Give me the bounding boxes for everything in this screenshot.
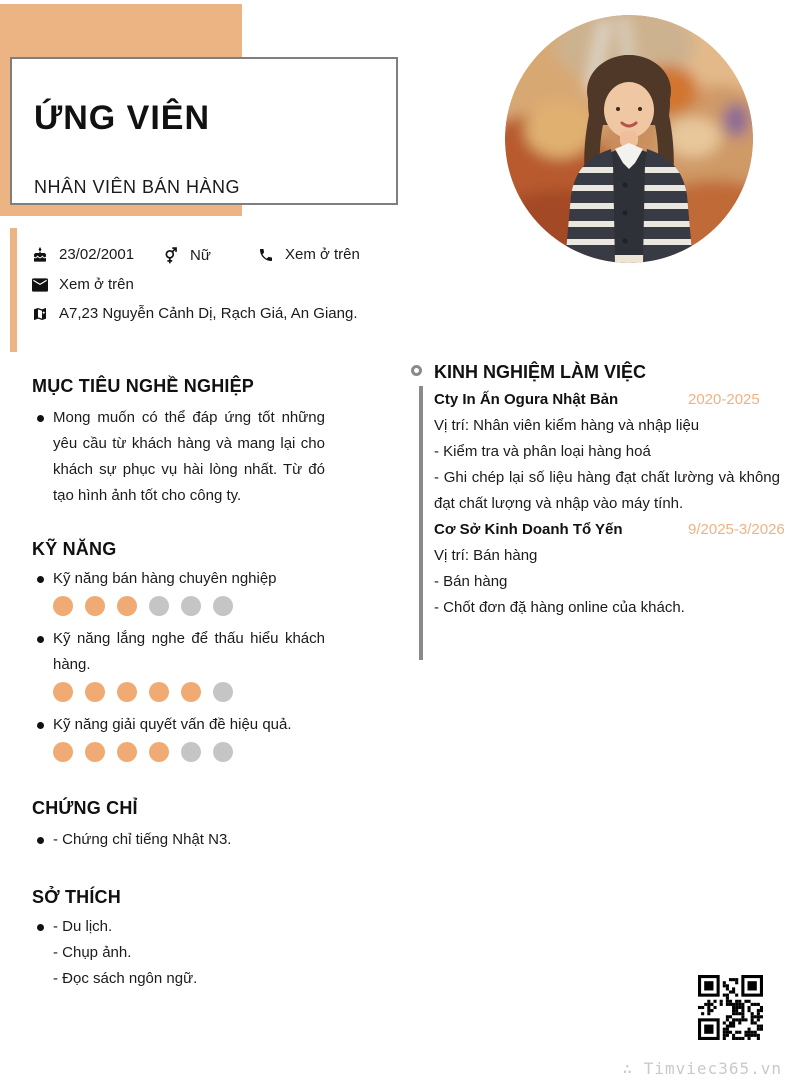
timeline-vertical-line bbox=[419, 386, 423, 660]
experience-detail-line: - Kiểm tra và phân loại hàng hoá bbox=[434, 443, 651, 460]
contact-accent-bar bbox=[10, 228, 17, 352]
timeline-circle-marker bbox=[411, 365, 422, 376]
left-column bbox=[32, 376, 325, 992]
profile-photo bbox=[505, 15, 753, 263]
hobby-item: - Đọc sách ngôn ngữ. bbox=[53, 970, 198, 987]
hobbies-heading: SỞ THÍCH bbox=[32, 887, 121, 907]
skill-level-dots bbox=[53, 596, 325, 616]
certificates-heading: CHỨNG CHỈ bbox=[32, 798, 138, 818]
gender-icon bbox=[162, 246, 179, 264]
certificate-item: - Chứng chỉ tiếng Nhật N3. bbox=[32, 827, 325, 853]
birthday-cake-icon bbox=[32, 247, 48, 263]
qr-code bbox=[698, 975, 763, 1040]
company-name: Cơ Sở Kinh Doanh Tổ Yến bbox=[434, 521, 623, 538]
skill-dot-filled bbox=[117, 682, 137, 702]
skill-dot-empty bbox=[181, 742, 201, 762]
contact-address bbox=[32, 305, 358, 322]
employment-period: 9/2025-3/2026 bbox=[688, 521, 785, 538]
skill-dot-filled bbox=[181, 682, 201, 702]
hobbies-section bbox=[32, 887, 325, 992]
contact-birthday bbox=[32, 246, 134, 263]
skill-dot-empty bbox=[213, 682, 233, 702]
candidate-job-title: NHÂN VIÊN BÁN HÀNG bbox=[34, 177, 241, 197]
experience-heading: KINH NGHIỆM LÀM VIỆC bbox=[434, 362, 647, 382]
hobby-item: - Du lịch. bbox=[53, 918, 113, 935]
experience-entry bbox=[434, 387, 780, 517]
experience-detail-line: Vị trí: Bán hàng bbox=[434, 547, 538, 564]
contact-birthday-value: 23/02/2001 bbox=[59, 246, 135, 263]
experience-detail-line: - Ghi chép lại số liệu hàng đạt chất lường và không đạt chất lượng và nhập vào máy tính. bbox=[434, 469, 780, 512]
objective-text: Mong muốn có thể đáp ứng tốt những yêu cầu từ khách hàng và mang lại cho khách sự phục vụ hài lòng nhất. Từ đó tạo hình ảnh tốt cho công ty. bbox=[32, 405, 325, 509]
experience-entry-header bbox=[434, 517, 785, 543]
skill-dot-empty bbox=[213, 596, 233, 616]
experience-entries bbox=[434, 387, 785, 621]
experience-section bbox=[408, 362, 785, 621]
skill-dot-filled bbox=[85, 596, 105, 616]
watermark-text: ∴ Timviec365.vn bbox=[622, 1059, 782, 1078]
experience-entry bbox=[434, 517, 785, 621]
skill-dot-filled bbox=[85, 682, 105, 702]
experience-entry-header bbox=[434, 387, 780, 413]
contact-phone-value: Xem ở trên bbox=[285, 246, 360, 263]
skill-level-dots bbox=[53, 742, 325, 762]
contact-email-value: Xem ở trên bbox=[59, 276, 134, 293]
skill-dot-filled bbox=[53, 682, 73, 702]
skill-dot-empty bbox=[149, 596, 169, 616]
contact-gender-value: Nữ bbox=[190, 246, 211, 264]
skills-section bbox=[32, 539, 325, 762]
skill-dot-empty bbox=[213, 742, 233, 762]
hobby-item: - Chụp ảnh. bbox=[53, 944, 132, 961]
skill-dot-filled bbox=[53, 596, 73, 616]
experience-detail-line: - Chốt đơn đặ hàng online của khách. bbox=[434, 599, 685, 616]
skill-dot-filled bbox=[149, 742, 169, 762]
skill-item bbox=[32, 712, 325, 762]
map-location-icon bbox=[32, 306, 48, 322]
contact-phone bbox=[258, 246, 360, 263]
skill-item bbox=[32, 566, 325, 616]
header-title-box bbox=[10, 57, 398, 205]
certificates-section bbox=[32, 798, 325, 853]
candidate-name: ỨNG VIÊN bbox=[34, 99, 211, 137]
profile-photo-illustration bbox=[505, 15, 753, 263]
phone-icon bbox=[258, 247, 274, 263]
skill-dot-filled bbox=[117, 596, 137, 616]
experience-detail-line: - Bán hàng bbox=[434, 573, 508, 590]
skill-dot-empty bbox=[181, 596, 201, 616]
skill-label: Kỹ năng lắng nghe để thấu hiểu khách hàng. bbox=[32, 626, 325, 678]
skill-level-dots bbox=[53, 682, 325, 702]
skill-label: Kỹ năng giải quyết vấn đề hiệu quả. bbox=[32, 712, 325, 738]
skill-dot-filled bbox=[53, 742, 73, 762]
email-icon bbox=[32, 278, 48, 292]
hobby-list bbox=[32, 914, 325, 992]
skill-item bbox=[32, 626, 325, 702]
skill-dot-filled bbox=[117, 742, 137, 762]
skill-label: Kỹ năng bán hàng chuyên nghiệp bbox=[32, 566, 325, 592]
experience-detail-line: Vị trí: Nhân viên kiểm hàng và nhập liệu bbox=[434, 417, 700, 434]
contact-address-value: A7,23 Nguyễn Cảnh Dị, Rạch Giá, An Giang. bbox=[59, 305, 358, 322]
contact-email bbox=[32, 276, 134, 293]
objective-heading: MỤC TIÊU NGHỀ NGHIỆP bbox=[32, 376, 255, 396]
skills-heading: KỸ NĂNG bbox=[32, 539, 117, 559]
employment-period: 2020-2025 bbox=[688, 391, 760, 408]
contact-gender bbox=[162, 246, 211, 264]
skill-dot-filled bbox=[149, 682, 169, 702]
company-name: Cty In Ấn Ogura Nhật Bản bbox=[434, 391, 619, 408]
skill-dot-filled bbox=[85, 742, 105, 762]
